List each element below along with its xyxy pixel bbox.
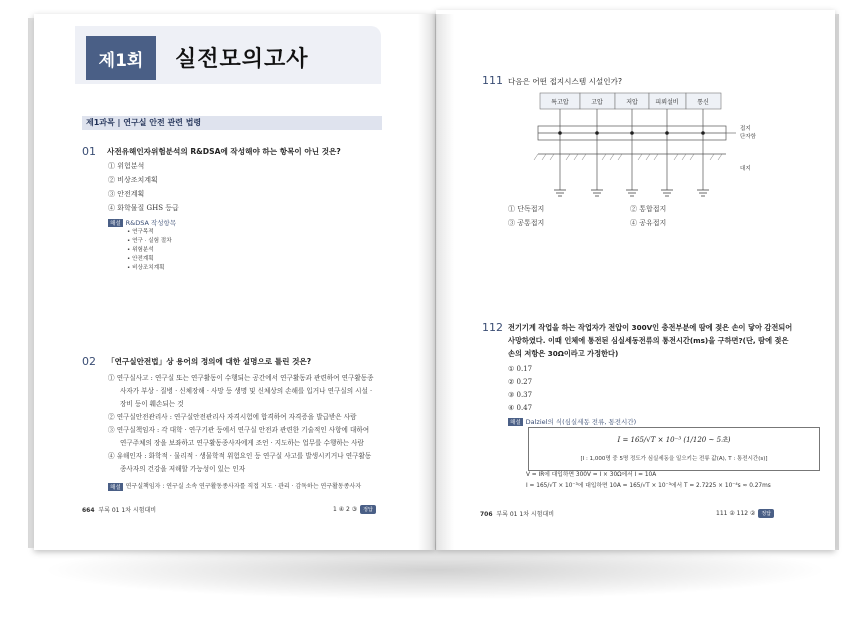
exam-round-badge: 제1회 (86, 36, 156, 80)
left-answer-key (333, 505, 376, 514)
option: ② 통합접지 (630, 205, 667, 213)
explanation-item: • 위험분석 (127, 247, 154, 253)
option-continued: 사자가 부상 · 질병 · 신체장해 · 사망 등 생명 및 신체상의 손해를 입거나 연구실의 시설 · (120, 387, 373, 395)
option-continued: 종사자의 건강을 저해할 가능성이 있는 인자 (120, 465, 246, 473)
explanation-item: • 연구 · 실험 절차 (127, 238, 172, 244)
connection-lines (560, 109, 703, 190)
footer-label: 부록 01 1차 시험대비 (98, 507, 157, 514)
answer-badge: 정답 (360, 505, 376, 514)
explanation-item: • 안전계획 (127, 256, 154, 262)
dalziel-formula: I = 165/√T × 10⁻³ (1/120 ~ 5초) (617, 436, 731, 444)
box-label: 고압 (591, 99, 603, 106)
question-line: 전기기계 작업을 하는 작업자가 전압이 300V인 충전부분에 땀에 젖은 손이 닿아 감전되어 (508, 323, 793, 332)
question-number: 02 (82, 355, 96, 368)
left-footer (82, 505, 156, 514)
explanation-text: 연구실책임자 : 연구실 소속 연구활동종사자를 직접 지도 · 관리 · 감독하는 연구활동종사자 (125, 483, 362, 490)
question-number: 111 (482, 74, 503, 87)
earth-hatching (534, 154, 722, 160)
formula-box (528, 427, 820, 471)
calculation-step: I = 165/√T × 10⁻³에 대입하면 10A = 165/√T × 10⁻³에서 T = 2.7225 × 10⁻⁴s ≈ 0.27ms (526, 483, 771, 489)
option: ① 연구실사고 : 연구실 또는 연구활동이 수행되는 공간에서 연구활동과 관련하여 연구활동종 (108, 374, 374, 382)
ground-symbols (554, 190, 709, 196)
formula-legend: [I : 1,000명 중 5명 정도가 심실세동을 일으키는 전류 값(A), T : 통전시간(s)] (580, 456, 768, 462)
option: ① 0.17 (508, 365, 533, 373)
explanation-tag: 해설 (110, 221, 121, 227)
answer-badge: 정답 (758, 509, 774, 518)
section-header: 제1과목 | 연구실 안전 관련 법령 (82, 116, 382, 130)
question-text: 다음은 어떤 접지시스템 시설인가? (508, 77, 622, 86)
option-continued: 장비 등이 훼손되는 것 (120, 400, 184, 408)
explanation-tag: 해설 (510, 420, 521, 426)
explanation-heading: R&DSA 작성항목 (125, 219, 177, 227)
option: ③ 안전계획 (108, 190, 145, 198)
option: ① 단독접지 (508, 205, 545, 213)
question-line: 사망하였다. 이때 인체에 통전된 심실세동전류의 통전시간(ms)을 구하면?(단, 땀에 젖은 (508, 336, 789, 345)
question-text: 사전유해인자위험분석의 R&DSA에 작성해야 하는 항목이 아닌 것은? (107, 147, 341, 156)
option: ④ 공유접지 (630, 219, 667, 227)
option: ② 0.27 (508, 378, 533, 386)
explanation-title (108, 218, 176, 227)
option: ① 위험분석 (108, 162, 145, 170)
question-number: 01 (82, 145, 96, 158)
box-label: 통신 (697, 99, 709, 106)
option: ④ 화학물질 GHS 등급 (108, 204, 179, 212)
option: ② 연구실안전관리사 : 연구실안전관리사 자격시험에 합격하여 자격증을 발급받은 사람 (108, 413, 357, 421)
explanation-item: • 연구목적 (127, 229, 154, 235)
right-answer-key (716, 509, 774, 518)
explanation-item: • 비상조치계획 (127, 265, 165, 271)
box-label: 피뢰설비 (655, 99, 679, 106)
option: ③ 0.37 (508, 391, 533, 399)
explanation-title (508, 417, 636, 426)
question-line: 손의 저항은 30Ω이라고 가정한다) (508, 349, 619, 358)
option-continued: 연구주체의 장을 보좌하고 연구활동종사자에게 조언 · 지도하는 업무를 수행하는 사람 (120, 439, 364, 447)
footer-label: 부록 01 1차 시험대비 (496, 511, 555, 518)
explanation-line (108, 481, 361, 491)
grounding-diagram (520, 90, 780, 200)
page-number: 706 (480, 511, 493, 518)
page-title: 실전모의고사 (175, 47, 309, 72)
option: ③ 공통접지 (508, 219, 545, 227)
label-terminal-box: 단자함 (740, 134, 756, 140)
explanation-tag: 해설 (110, 484, 121, 491)
question-number: 112 (482, 321, 503, 334)
label-ground: 접지 (740, 126, 751, 132)
question-text: 「연구실안전법」상 용어의 정의에 대한 설명으로 틀린 것은? (107, 357, 312, 366)
box-label: 특고압 (551, 99, 569, 106)
answer-list: 1 ④ 2 ③ (333, 506, 358, 513)
explanation-heading: Dalziel의 식(심실세동 전류, 통전시간) (525, 418, 637, 426)
page-number: 664 (82, 507, 95, 514)
answer-list: 111 ② 112 ② (716, 510, 756, 517)
option: ③ 연구실책임자 : 각 대학 · 연구기관 등에서 연구실 안전과 관련한 기술적인 사항에 대하여 (108, 426, 370, 434)
box-label: 저압 (626, 99, 638, 106)
right-footer (480, 509, 554, 518)
option: ④ 0.47 (508, 404, 533, 412)
option: ④ 유해인자 : 화학적 · 물리적 · 생물학적 위험요인 등 연구실 사고를 발생시키거나 연구활동 (108, 452, 372, 460)
option: ② 비상조치계획 (108, 176, 158, 184)
calculation-step: V = IR에 대입하면 300V = I × 30Ω에서 I = 10A (526, 472, 657, 478)
label-earth: 대지 (740, 166, 751, 172)
